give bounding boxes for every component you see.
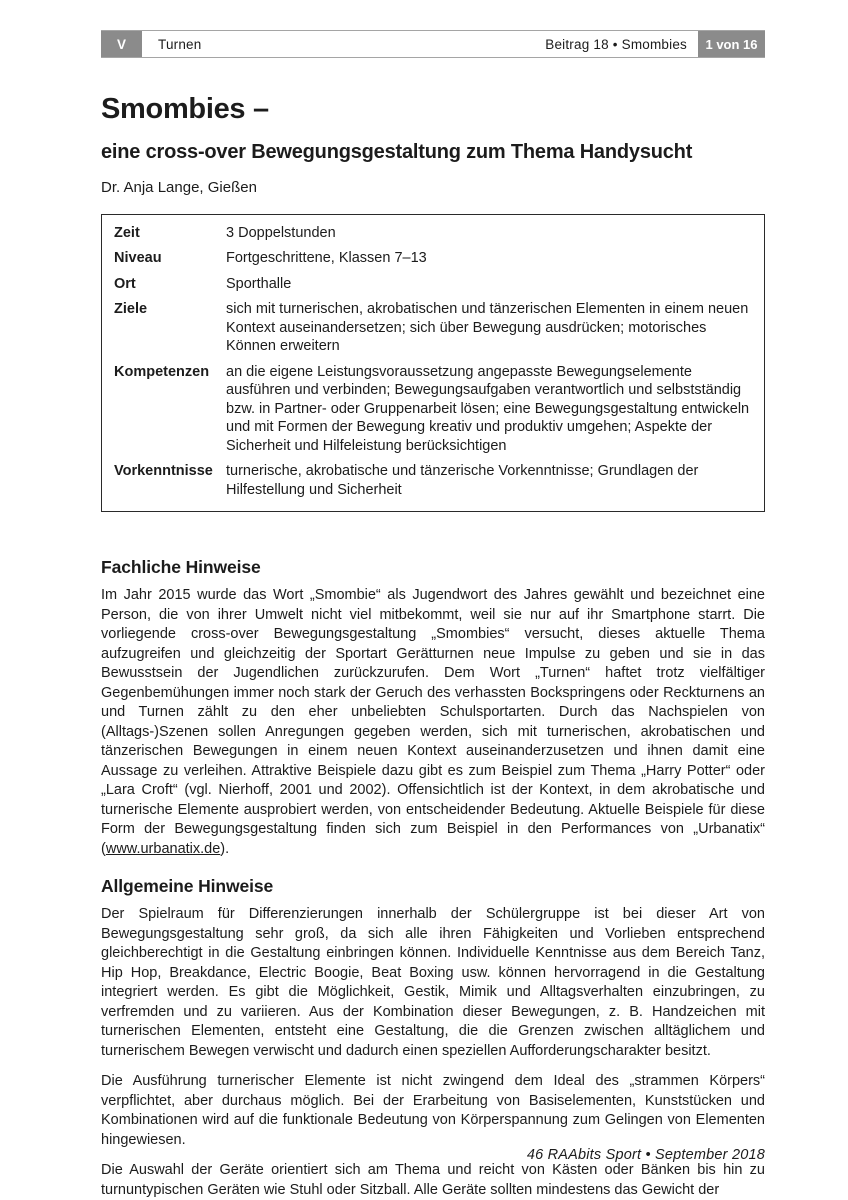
page-header (101, 30, 765, 58)
info-table (101, 214, 765, 513)
body-paragraph: Die Auswahl der Geräte orientiert sich am Thema und reicht von Kästen oder Bänken bis hin zu turnuntypischen Geräten wie Stuhl oder Sitzball. Alle Geräte sollten mindestens das Gewicht der (101, 1162, 765, 1198)
section-heading-fachliche-hinweise: Fachliche Hinweise (101, 557, 261, 578)
author-line: Dr. Anja Lange, Gießen (101, 178, 257, 196)
table-row (114, 249, 752, 268)
row-label: Ort (114, 275, 136, 292)
table-row (114, 300, 752, 356)
page-number-badge: 1 von 16 (698, 31, 765, 57)
row-label: Vorkenntnisse (114, 463, 213, 480)
document-page (101, 0, 765, 1200)
table-row (114, 275, 752, 294)
section-heading-allgemeine-hinweise: Allgemeine Hinweise (101, 876, 274, 897)
row-value: an die eigene Leistungsvoraussetzung angepasste Bewegungselemente ausführen und verbinden; Bewegungsaufgaben verantwortlich und selbstständig bzw. in Partner- oder Gruppenarbeit lösen; eine Bewegungsgestaltung entwickeln und mit Formen der Bewegung kreativ und produktiv umgehen; Aspekte der Sicherheit und Hilfeleistung berücksichtigen (226, 363, 750, 454)
row-value: Sporthalle (226, 275, 292, 292)
row-value: sich mit turnerischen, akrobatischen und tänzerischen Elementen in einem neuen Kontext auseinandersetzen; sich über Bewegung ausdrücken; motorisches Können erweitern (226, 301, 749, 355)
header-spacer (201, 31, 545, 57)
row-label: Ziele (114, 301, 148, 318)
row-value: Fortgeschrittene, Klassen 7–13 (226, 250, 427, 267)
row-value: 3 Doppelstunden (226, 224, 336, 241)
body-paragraph (101, 586, 765, 859)
table-row (114, 363, 752, 456)
paragraph-text: ). (220, 840, 230, 857)
table-row (114, 462, 752, 499)
body-paragraph: Die Ausführung turnerischer Elemente ist nicht zwingend dem Ideal des „strammen Körpers“ verpflichtet, aber durchaus möglich. Bei der Erarbeitung von Basiselementen, Kunststücken und Kombinationen wird auf die funktionale Bedeutung von Körperspannung zum Gelingen von Elementen hingewiesen. (101, 1073, 765, 1148)
header-issue: Beitrag 18 • Smombies (545, 36, 687, 52)
row-label: Kompetenzen (114, 363, 210, 380)
row-label: Niveau (114, 250, 162, 267)
table-row (114, 224, 752, 243)
row-label: Zeit (114, 224, 140, 241)
urbanatix-link[interactable]: www.urbanatix.de (105, 840, 221, 857)
header-category: Turnen (158, 36, 202, 52)
page-title: Smombies – (101, 93, 269, 125)
page-subtitle: eine cross-over Bewegungsgestaltung zum Thema Handysucht (101, 140, 693, 163)
volume-badge: V (101, 31, 142, 57)
paragraph-text: Im Jahr 2015 wurde das Wort „Smombie“ als Jugendwort des Jahres gewählt und bezeichnet eine Person, die von ihrer Umwelt nicht viel mitbekommt, weil sie nur auf ihr Smartphone starrt. Die vorliegende cross-over Bewegungsgestaltung „Smombies“ versucht, dieses aktuelle Thema aufzugreifen und gleichzeitig der Sportart Gerätturnen neue Impulse zu geben und sie in das Bewusstsein der Jugendlichen zurückzurufen. Dem Wort „Turnen“ haftet trotz vielfältiger Gegenbemühungen immer noch stark der Geruch des verhassten Bockspringens oder Reckturnens an und Turnen zählt zu den eher unbeliebten Schulsportarten. Durch das Nachspielen von (Alltags-)Szenen sollen Anregungen gegeben werden, sich mit turnerischen, akrobatischen und tänzerischen Bewegungen in einem neuen Kontext auseinanderzusetzen und ihnen damit eine Aussage zu verleihen. Attraktive Beispiele dazu gibt es zum Beispiel zum Thema „Harry Potter“ oder „Lara Croft“ (vgl. Nierhoff, 2001 und 2002). Offensichtlich ist der Kontext, in dem akrobatische und turnerische Elemente ausprobiert werden, von entscheidender Bedeutung. Aktuelle Beispiele für diese Form der Bewegungsgestaltung finden sich zum Beispiel in den Performances von „Urbanatix“ ( (101, 587, 765, 857)
body-paragraph: Der Spielraum für Differenzierungen innerhalb der Schülergruppe ist bei dieser Art von Bewegungsgestaltung sehr groß, da sich alle ihren Fähigkeiten und Vorlieben entsprechend gleichberechtigt in die Gestaltung einbringen können. Individuelle Kenntnisse aus dem Bereich Tanz, Hip Hop, Breakdance, Electric Boogie, Beat Boxing usw. können hervorragend in die Gestaltung integriert werden. Es gibt die Möglichkeit, Gestik, Mimik und Alltagsverhalten einzubringen, zu verfremden und zu variieren. Aus der Kombination dieser Bewegungen, z. B. Handzeichen mit turnerischen Elementen, entsteht eine Gestaltung, die die Grenzen zwischen alltäglichem und turnerischem Bewegen verwischt und dadurch einen speziellen Aufforderungscharakter besitzt. (101, 906, 765, 1059)
page-footer: 46 RAAbits Sport • September 2018 (526, 1147, 765, 1163)
row-value: turnerische, akrobatische und tänzerische Vorkenntnisse; Grundlagen der Hilfestellung und Sicherheit (226, 463, 699, 498)
